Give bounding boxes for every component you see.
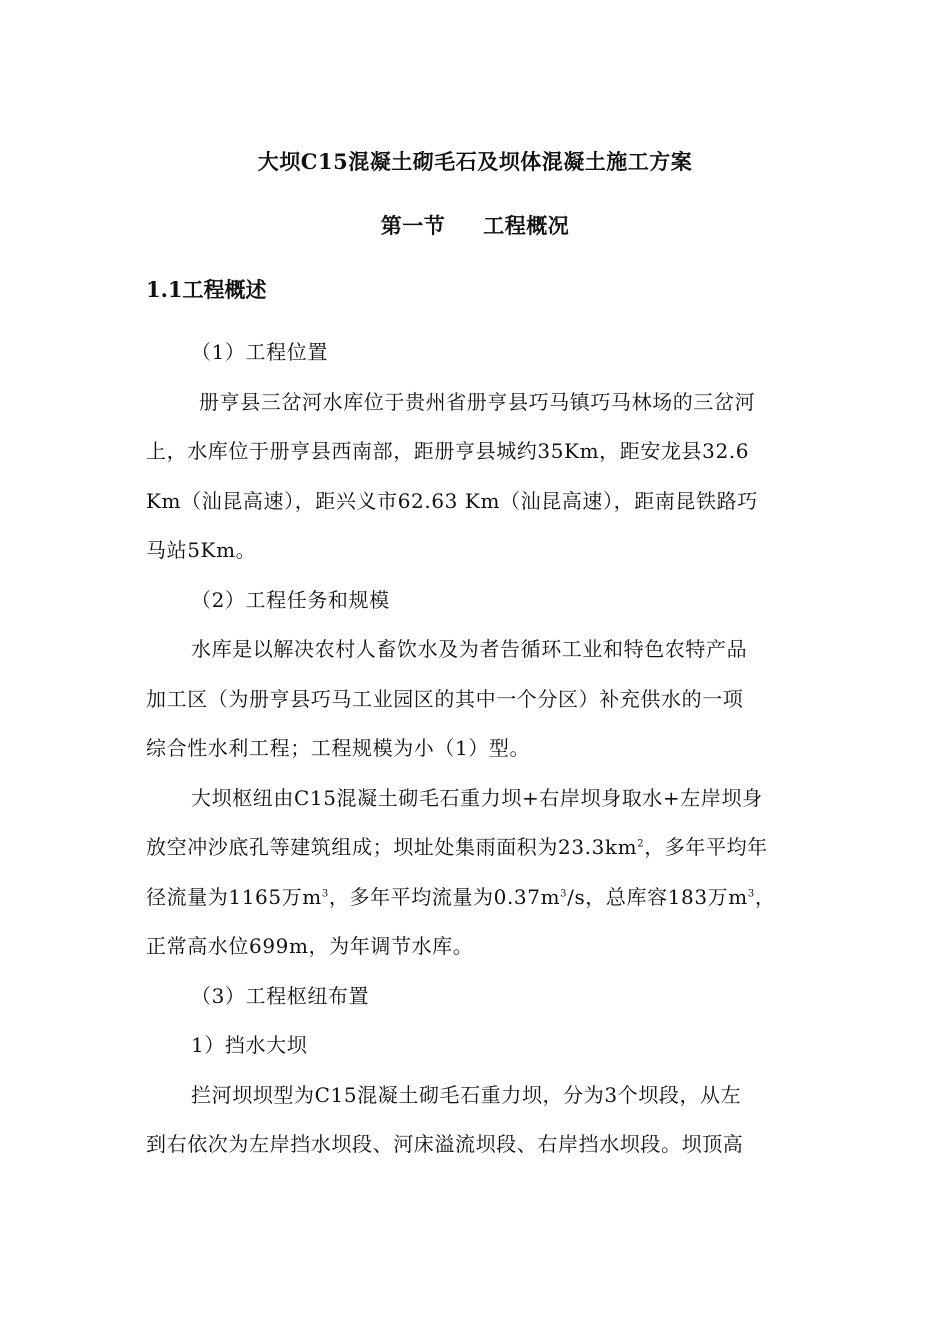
- paragraph-line: 加工区（为册亨县巧马工业园区的其中一个分区）补充供水的一项: [146, 687, 744, 711]
- subsection-heading: 1.1工程概述: [146, 277, 267, 302]
- paragraph-line: Km（汕昆高速），距兴义市62.63 Km（汕昆高速），距南昆铁路巧: [146, 489, 758, 513]
- document-title: 大坝C15混凝土砌毛石及坝体混凝土施工方案: [257, 149, 693, 174]
- item-heading-location: （1）工程位置: [191, 340, 328, 364]
- section-heading: [0, 212, 950, 240]
- paragraph-line: 大坝枢纽由C15混凝土砌毛石重力坝+右岸坝身取水+左岸坝身: [191, 786, 763, 810]
- item-subheading-dam: 1）挡水大坝: [191, 1033, 308, 1057]
- paragraph-line: 拦河坝坝型为C15混凝土砌毛石重力坝，分为3个坝段，从左: [191, 1083, 742, 1107]
- paragraph-line: 径流量为1165万$m^3$，多年平均流量为$0.37m^3/s$，总库容183万$m^3$，: [146, 885, 776, 909]
- paragraph-line: 综合性水利工程；工程规模为小（1）型。: [146, 736, 531, 760]
- section-number: 第一节: [380, 213, 446, 238]
- paragraph-line: 水库是以解决农村人畜饮水及为者告循环工业和特色农特产品: [191, 637, 748, 661]
- paragraph-line: 马站5Km。: [146, 538, 257, 562]
- paragraph-line: 册亨县三岔河水库位于贵州省册亨县巧马镇巧马林场的三岔河: [199, 390, 756, 414]
- item-heading-scale: （2）工程任务和规模: [191, 588, 390, 612]
- item-heading-layout: （3）工程枢纽布置: [191, 984, 370, 1008]
- paragraph-line: 放空冲沙底孔等建筑组成；坝址处集雨面积为$23.3km^2$，多年平均年: [146, 835, 768, 859]
- paragraph-line: 上，水库位于册亨县西南部，距册亨县城约35Km，距安龙县32.6: [146, 439, 750, 463]
- section-name: 工程概况: [483, 213, 570, 238]
- paragraph-line: 到右依次为左岸挡水坝段、河床溢流坝段、右岸挡水坝段。坝顶高: [146, 1132, 744, 1156]
- paragraph-line: 正常高水位699m，为年调节水库。: [146, 934, 474, 958]
